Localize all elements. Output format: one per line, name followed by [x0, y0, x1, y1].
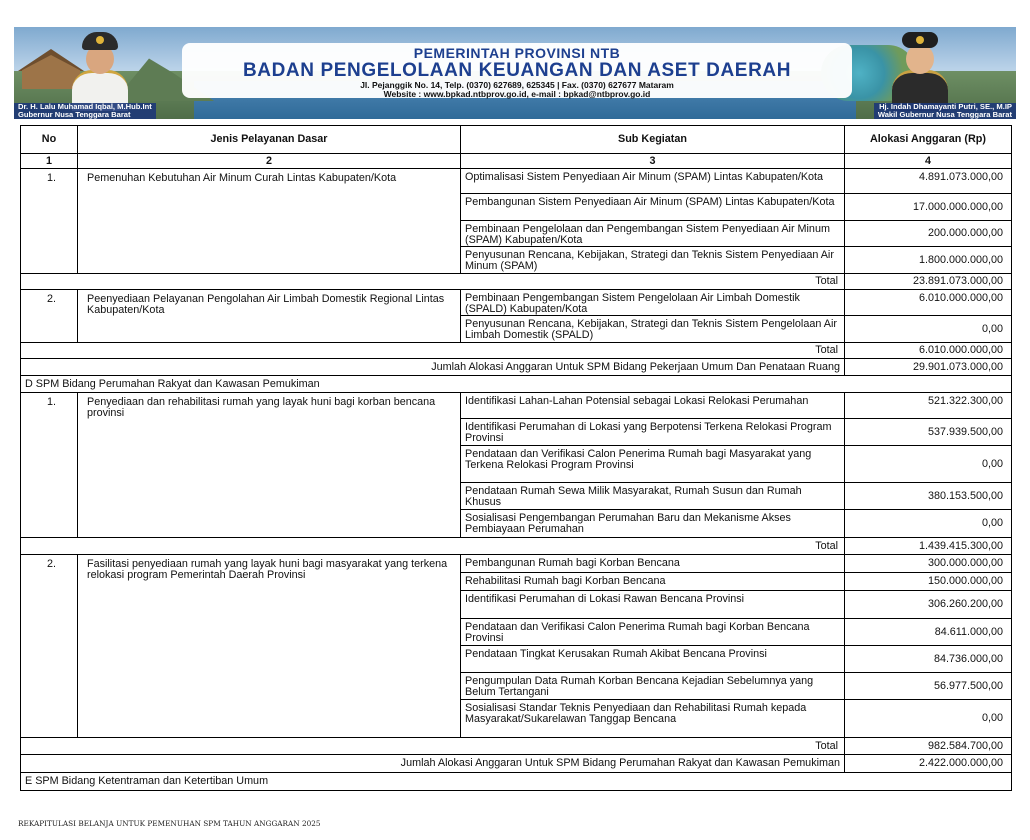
total-label: Total — [21, 274, 845, 290]
vice-governor-name: Hj. Indah Dhamayanti Putri, SE., M.IP — [879, 102, 1012, 111]
amount: 380.153.500,00 — [845, 483, 1012, 510]
page-footer: REKAPITULASI BELANJA UNTUK PEMENUHAN SPM TAHUN ANGGARAN 2025 — [18, 819, 321, 828]
vice-governor-caption — [874, 103, 1016, 119]
sub-kegiatan: Sosialisasi Standar Teknis Penyediaan dan Rehabilitasi Rumah kepada Masyarakat/Sukarelawan Tanggap Bencana — [461, 700, 845, 738]
total-amount: 982.584.700,00 — [845, 738, 1012, 755]
total-row — [21, 738, 1012, 755]
amount: 0,00 — [845, 446, 1012, 483]
section-row — [21, 376, 1012, 393]
sub-kegiatan: Pendataan Tingkat Kerusakan Rumah Akibat Bencana Provinsi — [461, 646, 845, 673]
jenis-pelayanan: Penyediaan dan rehabilitasi rumah yang layak huni bagi korban bencana provinsi — [78, 393, 461, 538]
jenis-pelayanan: Peenyediaan Pelayanan Pengolahan Air Limbah Domestik Regional Lintas Kabupaten/Kota — [78, 290, 461, 343]
sum-amount: 2.422.000.000,00 — [845, 755, 1012, 773]
amount: 84.736.000,00 — [845, 646, 1012, 673]
amount: 4.891.073.000,00 — [845, 169, 1012, 194]
amount: 84.611.000,00 — [845, 619, 1012, 646]
index-cell: 1 — [21, 154, 78, 169]
table-row — [21, 290, 1012, 316]
amount: 6.010.000.000,00 — [845, 290, 1012, 316]
sub-kegiatan: Pembangunan Sistem Penyediaan Air Minum (SPAM) Lintas Kabupaten/Kota — [461, 194, 845, 221]
header-sub-kegiatan: Sub Kegiatan — [461, 126, 845, 154]
total-label: Total — [21, 343, 845, 359]
total-amount: 1.439.415.300,00 — [845, 538, 1012, 555]
sub-kegiatan: Pendataan dan Verifikasi Calon Penerima Rumah bagi Masyarakat yang Terkena Relokasi Program Provinsi — [461, 446, 845, 483]
sub-kegiatan: Identifikasi Perumahan di Lokasi yang Berpotensi Terkena Relokasi Program Provinsi — [461, 419, 845, 446]
amount: 56.977.500,00 — [845, 673, 1012, 700]
governor-name: Dr. H. Lalu Muhamad Iqbal, M.Hub.Int — [18, 102, 152, 111]
sub-kegiatan: Pembinaan Pengelolaan dan Pengembangan Sistem Penyediaan Air Minum (SPAM) Kabupaten/Kota — [461, 221, 845, 247]
sub-kegiatan: Pengumpulan Data Rumah Korban Bencana Kejadian Sebelumnya yang Belum Tertangani — [461, 673, 845, 700]
amount: 300.000.000,00 — [845, 555, 1012, 573]
amount: 306.260.200,00 — [845, 591, 1012, 619]
agency-name: BADAN PENGELOLAAN KEUANGAN DAN ASET DAERAH — [242, 60, 792, 81]
total-amount: 6.010.000.000,00 — [845, 343, 1012, 359]
table-row — [21, 393, 1012, 419]
sub-kegiatan: Rehabilitasi Rumah bagi Korban Bencana — [461, 573, 845, 591]
sum-row-pupr — [21, 359, 1012, 376]
row-number: 1. — [21, 393, 78, 538]
sub-kegiatan: Penyusunan Rencana, Kebijakan, Strategi dan Teknis Sistem Penyediaan Air Minum (SPAM) — [461, 247, 845, 274]
governor-title: Gubernur Nusa Tenggara Barat — [18, 110, 131, 119]
row-number: 2. — [21, 555, 78, 738]
sub-kegiatan: Pembinaan Pengembangan Sistem Pengelolaan Air Limbah Domestik (SPALD) Kabupaten/Kota — [461, 290, 845, 316]
header-no: No — [21, 126, 78, 154]
vice-governor-portrait — [892, 30, 948, 106]
total-row — [21, 274, 1012, 290]
letterhead-banner — [14, 27, 1016, 119]
table-header-row — [21, 126, 1012, 154]
amount: 200.000.000,00 — [845, 221, 1012, 247]
sub-kegiatan: Pendataan Rumah Sewa Milik Masyarakat, Rumah Susun dan Rumah Khusus — [461, 483, 845, 510]
amount: 537.939.500,00 — [845, 419, 1012, 446]
row-number: 1. — [21, 169, 78, 274]
total-row — [21, 538, 1012, 555]
sub-kegiatan: Identifikasi Perumahan di Lokasi Rawan Bencana Provinsi — [461, 591, 845, 619]
sub-kegiatan: Identifikasi Lahan-Lahan Potensial sebagai Lokasi Relokasi Perumahan — [461, 393, 845, 419]
section-row — [21, 773, 1012, 791]
amount: 1.800.000.000,00 — [845, 247, 1012, 274]
header-jenis: Jenis Pelayanan Dasar — [78, 126, 461, 154]
jenis-pelayanan: Fasilitasi penyediaan rumah yang layak huni bagi masyarakat yang terkena relokasi program Pemerintah Daerah Provinsi — [78, 555, 461, 738]
government-name: PEMERINTAH PROVINSI NTB — [413, 45, 621, 61]
jenis-pelayanan: Pemenuhan Kebutuhan Air Minum Curah Lintas Kabupaten/Kota — [78, 169, 461, 274]
sub-kegiatan: Optimalisasi Sistem Penyediaan Air Minum (SPAM) Lintas Kabupaten/Kota — [461, 169, 845, 194]
sum-amount: 29.901.073.000,00 — [845, 359, 1012, 376]
index-cell: 4 — [845, 154, 1012, 169]
sub-kegiatan: Pendataan dan Verifikasi Calon Penerima Rumah bagi Korban Bencana Provinsi — [461, 619, 845, 646]
sum-label: Jumlah Alokasi Anggaran Untuk SPM Bidang Perumahan Rakyat dan Kawasan Pemukiman — [21, 755, 845, 773]
amount: 0,00 — [845, 316, 1012, 343]
row-number: 2. — [21, 290, 78, 343]
total-label: Total — [21, 738, 845, 755]
sub-kegiatan: Penyusunan Rencana, Kebijakan, Strategi dan Teknis Sistem Pengelolaan Air Limbah Domestik (SPALD) — [461, 316, 845, 343]
section-d-title: D SPM Bidang Perumahan Rakyat dan Kawasan Pemukiman — [21, 376, 1012, 393]
table-row — [21, 169, 1012, 194]
sub-kegiatan: Sosialisasi Pengembangan Perumahan Baru dan Mekanisme Akses Pembiayaan Perumahan — [461, 510, 845, 538]
amount: 0,00 — [845, 700, 1012, 738]
table-row — [21, 555, 1012, 573]
sub-kegiatan: Pembangunan Rumah bagi Korban Bencana — [461, 555, 845, 573]
agency-address: Jl. Pejanggik No. 14, Telp. (0370) 627689, 625345 | Fax. (0370) 627677 Mataram — [360, 80, 674, 90]
total-amount: 23.891.073.000,00 — [845, 274, 1012, 290]
header-alokasi: Alokasi Anggaran (Rp) — [845, 126, 1012, 154]
governor-portrait — [72, 30, 128, 106]
total-label: Total — [21, 538, 845, 555]
budget-table — [20, 125, 1012, 791]
amount: 521.322.300,00 — [845, 393, 1012, 419]
index-cell: 2 — [78, 154, 461, 169]
vice-governor-title: Wakil Gubernur Nusa Tenggara Barat — [877, 110, 1012, 119]
agency-website: Website : www.bpkad.ntbprov.go.id, e-mail : bpkad@ntbprov.go.id — [383, 89, 651, 99]
column-index-row — [21, 154, 1012, 169]
governor-caption — [14, 103, 156, 119]
section-e-title: E SPM Bidang Ketentraman dan Ketertiban Umum — [21, 773, 1012, 791]
letterhead-title-block — [182, 43, 852, 98]
amount: 0,00 — [845, 510, 1012, 538]
sum-row-perkim — [21, 755, 1012, 773]
amount: 150.000.000,00 — [845, 573, 1012, 591]
amount: 17.000.000.000,00 — [845, 194, 1012, 221]
sum-label: Jumlah Alokasi Anggaran Untuk SPM Bidang Pekerjaan Umum Dan Penataan Ruang — [21, 359, 845, 376]
total-row — [21, 343, 1012, 359]
index-cell: 3 — [461, 154, 845, 169]
